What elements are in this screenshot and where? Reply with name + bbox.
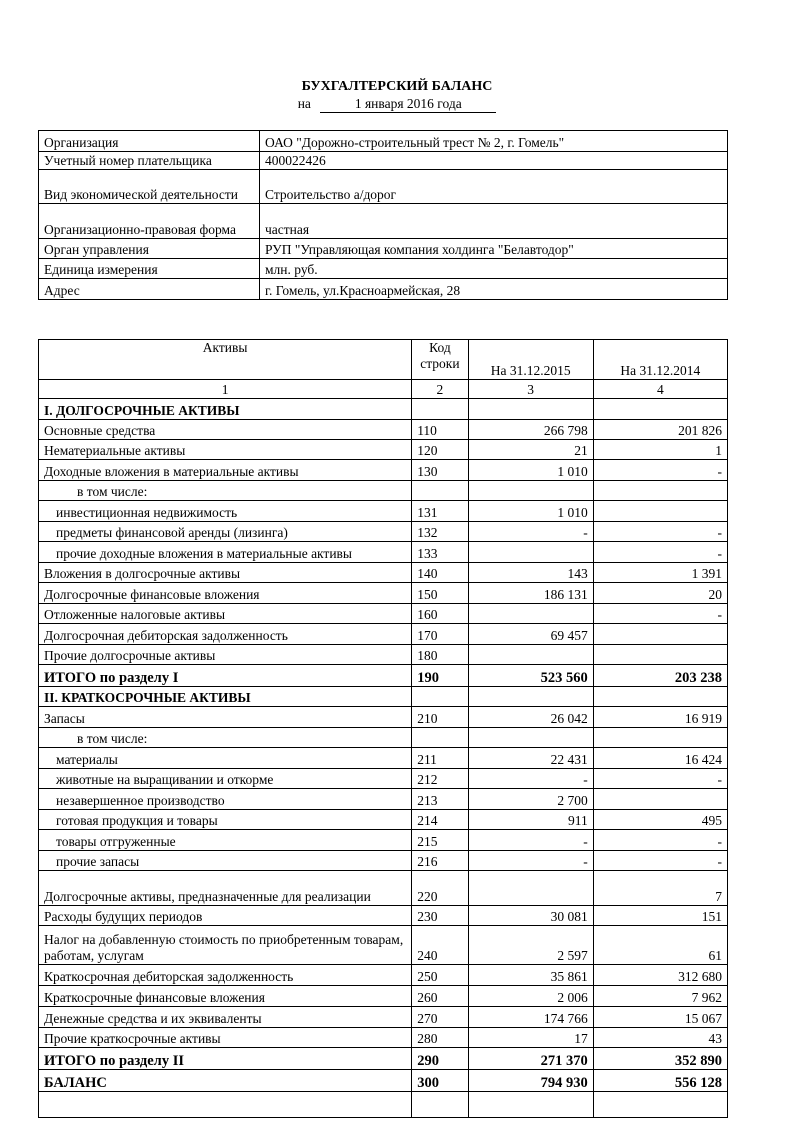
table-row (39, 810, 728, 830)
row-value-2015 (468, 399, 593, 420)
table-row (39, 1007, 728, 1028)
row-code: 230 (412, 906, 468, 926)
row-code: 131 (412, 501, 468, 522)
row-name: прочие запасы (39, 851, 412, 871)
row-value-2015: 2 700 (468, 789, 593, 810)
row-name: Налог на добавленную стоимость по приобретенным товарам, работам, услугам (39, 926, 412, 965)
info-row (39, 131, 728, 152)
table-row (39, 830, 728, 851)
row-value-2015 (468, 645, 593, 665)
row-value-2014: - (593, 460, 727, 481)
row-code: 190 (412, 665, 468, 687)
subtitle-prefix: на (297, 96, 311, 111)
row-code: 160 (412, 604, 468, 624)
row-value-2015: 22 431 (468, 748, 593, 769)
table-row (39, 926, 728, 965)
info-label: Организационно-правовая форма (39, 204, 260, 239)
table-row (39, 563, 728, 583)
row-code: 150 (412, 583, 468, 604)
table-row (39, 851, 728, 871)
row-value-2014 (593, 687, 727, 707)
info-label: Адрес (39, 279, 260, 300)
row-value-2014: 7 962 (593, 986, 727, 1007)
header-row (39, 340, 728, 380)
info-value: млн. руб. (260, 259, 728, 279)
table-row (39, 965, 728, 986)
row-name: Отложенные налоговые активы (39, 604, 412, 624)
table-row (39, 1028, 728, 1048)
row-code (412, 687, 468, 707)
row-code: 212 (412, 769, 468, 789)
info-label: Учетный номер плательщика (39, 152, 260, 170)
row-code: 270 (412, 1007, 468, 1028)
row-value-2015: 1 010 (468, 501, 593, 522)
row-value-2015 (468, 481, 593, 501)
row-name: материалы (39, 748, 412, 769)
row-value-2014 (593, 624, 727, 645)
table-row (39, 583, 728, 604)
table-row (39, 1048, 728, 1070)
row-value-2015: 794 930 (468, 1070, 593, 1092)
row-value-2014: - (593, 851, 727, 871)
row-value-2014: 556 128 (593, 1070, 727, 1092)
row-value-2014 (593, 399, 727, 420)
row-value-2014: 495 (593, 810, 727, 830)
row-value-2015: 186 131 (468, 583, 593, 604)
table-row (39, 728, 728, 748)
row-code: 260 (412, 986, 468, 1007)
table-row (39, 501, 728, 522)
row-value-2014 (593, 645, 727, 665)
row-value-2014: 7 (593, 871, 727, 906)
row-value-2015: 143 (468, 563, 593, 583)
row-code: 250 (412, 965, 468, 986)
organization-info-table (38, 130, 728, 300)
document-title: БУХГАЛТЕРСКИЙ БАЛАНС (301, 79, 493, 94)
row-value-2014: - (593, 769, 727, 789)
row-name: Краткосрочная дебиторская задолженность (39, 965, 412, 986)
row-code: 110 (412, 420, 468, 440)
row-value-2014: 151 (593, 906, 727, 926)
table-row (39, 986, 728, 1007)
row-value-2014: 203 238 (593, 665, 727, 687)
header-assets: Активы (39, 340, 412, 380)
table-row (39, 522, 728, 542)
info-row (39, 204, 728, 239)
row-name: животные на выращивании и откорме (39, 769, 412, 789)
row-code: 300 (412, 1070, 468, 1092)
row-code: 132 (412, 522, 468, 542)
row-name: БАЛАНС (39, 1070, 412, 1092)
row-name: Нематериальные активы (39, 440, 412, 460)
row-value-2014: 352 890 (593, 1048, 727, 1070)
info-label: Орган управления (39, 239, 260, 259)
empty-trailing-row (39, 1092, 728, 1118)
table-row (39, 871, 728, 906)
info-value: частная (260, 204, 728, 239)
row-value-2015 (468, 687, 593, 707)
row-name: Долгосрочные активы, предназначенные для реализации (39, 871, 412, 906)
info-value: ОАО "Дорожно-строительный трест № 2, г. Гомель" (260, 131, 728, 152)
row-value-2014: - (593, 522, 727, 542)
info-row (39, 259, 728, 279)
row-name: Долгосрочные финансовые вложения (39, 583, 412, 604)
row-code (412, 399, 468, 420)
row-name: готовая продукция и товары (39, 810, 412, 830)
row-value-2014: - (593, 604, 727, 624)
row-name: в том числе: (39, 728, 412, 748)
row-name: Основные средства (39, 420, 412, 440)
table-row (39, 481, 728, 501)
row-code: 220 (412, 871, 468, 906)
row-name: ИТОГО по разделу II (39, 1048, 412, 1070)
info-value: Строительство а/дорог (260, 170, 728, 204)
row-name: прочие доходные вложения в материальные активы (39, 542, 412, 563)
row-code (412, 728, 468, 748)
table-row (39, 420, 728, 440)
table-row (39, 440, 728, 460)
column-number-row (39, 380, 728, 399)
header-code: Код строки (412, 340, 468, 380)
info-value: РУП "Управляющая компания холдинга "Белавтодор" (260, 239, 728, 259)
row-value-2014: 16 919 (593, 707, 727, 728)
row-value-2014 (593, 789, 727, 810)
row-code: 170 (412, 624, 468, 645)
info-row (39, 152, 728, 170)
row-name: в том числе: (39, 481, 412, 501)
header-col3: На 31.12.2015 (468, 340, 593, 380)
row-value-2014: 201 826 (593, 420, 727, 440)
row-value-2015: 17 (468, 1028, 593, 1048)
row-value-2015: 35 861 (468, 965, 593, 986)
row-value-2014: 16 424 (593, 748, 727, 769)
row-value-2014: 43 (593, 1028, 727, 1048)
row-code: 290 (412, 1048, 468, 1070)
row-value-2015: - (468, 522, 593, 542)
row-value-2015: 1 010 (468, 460, 593, 481)
row-code: 130 (412, 460, 468, 481)
table-row (39, 460, 728, 481)
col-number: 4 (593, 380, 727, 399)
table-row (39, 665, 728, 687)
info-label: Вид экономической деятельности (39, 170, 260, 204)
row-value-2015: 21 (468, 440, 593, 460)
table-row (39, 542, 728, 563)
row-value-2015: 523 560 (468, 665, 593, 687)
balance-sheet-table (38, 339, 728, 1118)
info-row (39, 279, 728, 300)
table-row (39, 604, 728, 624)
row-code: 210 (412, 707, 468, 728)
row-name: товары отгруженные (39, 830, 412, 851)
row-name: II. КРАТКОСРОЧНЫЕ АКТИВЫ (39, 687, 412, 707)
row-value-2015: 26 042 (468, 707, 593, 728)
row-name: Запасы (39, 707, 412, 728)
row-name: Прочие краткосрочные активы (39, 1028, 412, 1048)
table-row (39, 399, 728, 420)
row-name: Доходные вложения в материальные активы (39, 460, 412, 481)
row-value-2015: 2 006 (468, 986, 593, 1007)
row-value-2014: - (593, 830, 727, 851)
row-value-2015 (468, 604, 593, 624)
row-code: 216 (412, 851, 468, 871)
row-value-2015: 69 457 (468, 624, 593, 645)
row-value-2014 (593, 728, 727, 748)
row-value-2015: 266 798 (468, 420, 593, 440)
col-number: 2 (412, 380, 468, 399)
row-value-2014 (593, 501, 727, 522)
header-col4: На 31.12.2014 (593, 340, 727, 380)
row-value-2015 (468, 728, 593, 748)
row-value-2014: 61 (593, 926, 727, 965)
col-number: 1 (39, 380, 412, 399)
info-value: г. Гомель, ул.Красноармейская, 28 (260, 279, 728, 300)
row-code: 215 (412, 830, 468, 851)
row-code: 140 (412, 563, 468, 583)
table-row (39, 624, 728, 645)
row-name: Долгосрочная дебиторская задолженность (39, 624, 412, 645)
row-value-2014 (593, 481, 727, 501)
table-row (39, 748, 728, 769)
info-row (39, 239, 728, 259)
report-date: 1 января 2016 года (320, 95, 496, 113)
row-value-2015: 911 (468, 810, 593, 830)
row-name: Расходы будущих периодов (39, 906, 412, 926)
row-value-2015: - (468, 851, 593, 871)
row-name: ИТОГО по разделу I (39, 665, 412, 687)
table-row (39, 906, 728, 926)
info-value: 400022426 (260, 152, 728, 170)
row-value-2015: 30 081 (468, 906, 593, 926)
row-name: I. ДОЛГОСРОЧНЫЕ АКТИВЫ (39, 399, 412, 420)
row-name: Денежные средства и их эквиваленты (39, 1007, 412, 1028)
row-value-2015 (468, 871, 593, 906)
col-number: 3 (468, 380, 593, 399)
row-value-2014: 20 (593, 583, 727, 604)
row-name: Краткосрочные финансовые вложения (39, 986, 412, 1007)
row-code: 133 (412, 542, 468, 563)
row-code (412, 481, 468, 501)
row-value-2015: - (468, 830, 593, 851)
row-code: 214 (412, 810, 468, 830)
row-code: 180 (412, 645, 468, 665)
balance-rows (39, 399, 728, 1092)
row-value-2015: 2 597 (468, 926, 593, 965)
row-value-2014: - (593, 542, 727, 563)
row-code: 120 (412, 440, 468, 460)
table-row (39, 1070, 728, 1092)
table-row (39, 707, 728, 728)
row-value-2015: - (468, 769, 593, 789)
row-value-2014: 1 (593, 440, 727, 460)
row-code: 240 (412, 926, 468, 965)
row-name: Прочие долгосрочные активы (39, 645, 412, 665)
row-code: 211 (412, 748, 468, 769)
info-label: Организация (39, 131, 260, 152)
row-value-2014: 1 391 (593, 563, 727, 583)
info-label: Единица измерения (39, 259, 260, 279)
row-code: 280 (412, 1028, 468, 1048)
row-name: инвестиционная недвижимость (39, 501, 412, 522)
document-subtitle (0, 95, 794, 113)
table-row (39, 769, 728, 789)
row-name: незавершенное производство (39, 789, 412, 810)
table-row (39, 645, 728, 665)
row-value-2015: 271 370 (468, 1048, 593, 1070)
table-row (39, 687, 728, 707)
row-value-2014: 312 680 (593, 965, 727, 986)
row-code: 213 (412, 789, 468, 810)
row-value-2015: 174 766 (468, 1007, 593, 1028)
info-row (39, 170, 728, 204)
row-name: предметы финансовой аренды (лизинга) (39, 522, 412, 542)
row-value-2014: 15 067 (593, 1007, 727, 1028)
row-name: Вложения в долгосрочные активы (39, 563, 412, 583)
table-row (39, 789, 728, 810)
row-value-2015 (468, 542, 593, 563)
